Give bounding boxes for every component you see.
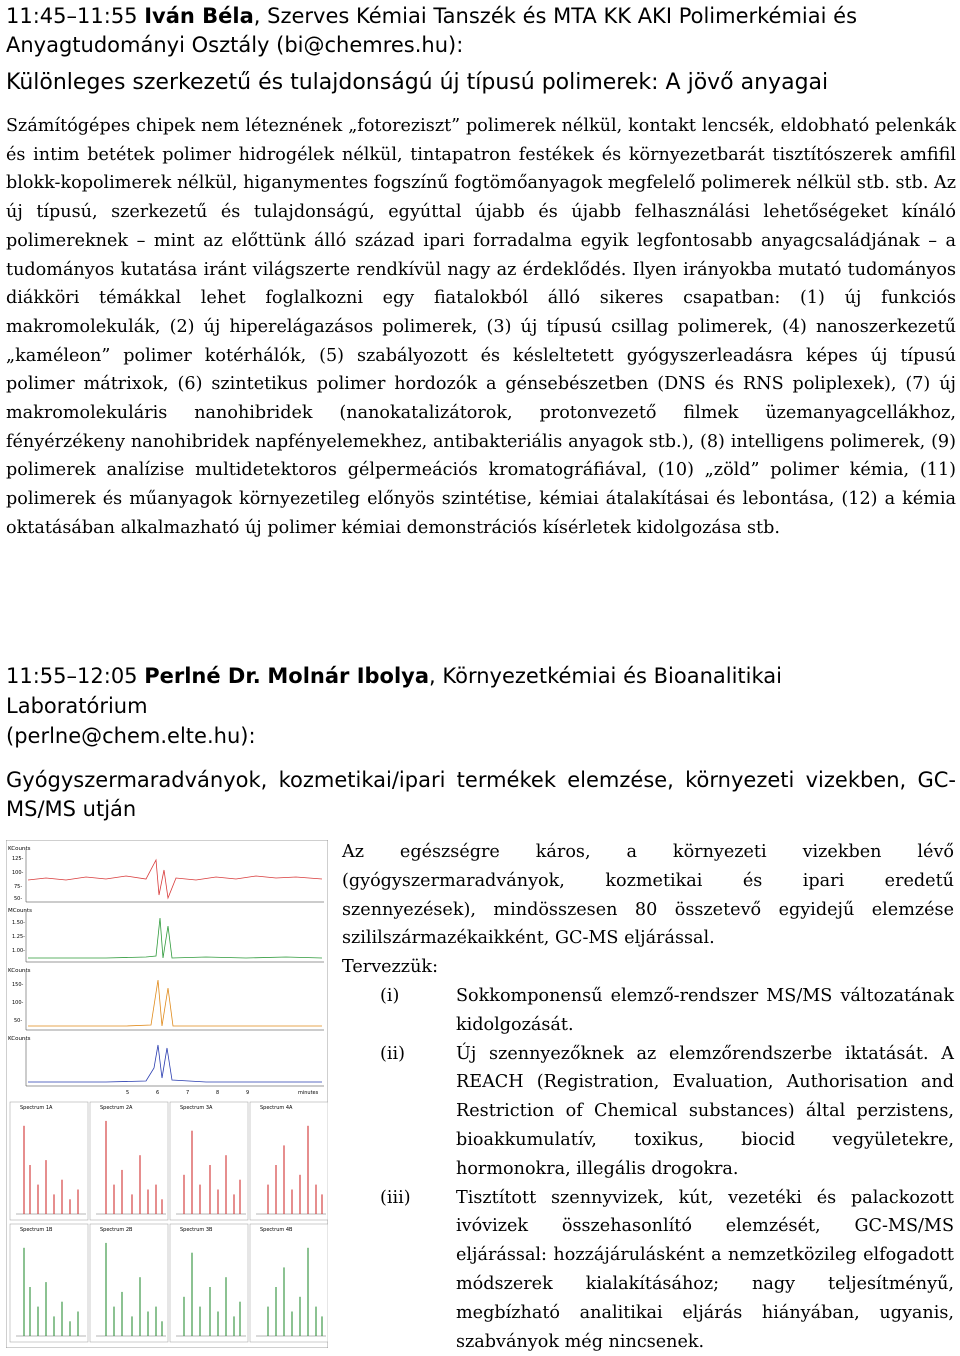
- section1-speaker: Iván Béla: [144, 4, 254, 28]
- section2-plan-label: Tervezzük:: [342, 957, 439, 978]
- svg-text:5: 5: [126, 1090, 130, 1096]
- spectrum-title: Spectrum 4A: [260, 1105, 293, 1111]
- gcms-figure: [6, 840, 328, 1348]
- section2-title: Gyógyszermaradványok, kozmetikai/ipari termékek elemzése, környezeti vizekben, GC-MS/MS utján: [6, 768, 956, 821]
- spectrum-title: Spectrum 2A: [100, 1105, 133, 1111]
- section2-affiliation: , Környezetkémiai és Bioanalitikai: [429, 664, 782, 688]
- x-axis-label: minutes: [298, 1090, 319, 1096]
- spectrum-title: Spectrum 1B: [20, 1227, 53, 1233]
- list-item-number: (iii): [380, 1187, 411, 1208]
- spectrum-frame: [10, 1224, 88, 1342]
- list-item-text: Új szennyezőknek az elemzőrendszerbe iktatását. A REACH (Registration, Evaluation, Authorisation and Restriction of Chemical substances) által perzistens, bioakkumulatív, toxikus, biocid vegyületekre, hormonokra, illegális drogokra.: [456, 1043, 954, 1179]
- svg-text:150-: 150-: [12, 982, 24, 988]
- chromatogram-label-4: KCounts: [8, 1036, 31, 1042]
- spectrum-title: Spectrum 4B: [260, 1227, 293, 1233]
- svg-text:125-: 125-: [12, 856, 24, 862]
- spectrum-panel: [10, 1102, 88, 1220]
- section2-header-line2: Laboratórium: [6, 694, 148, 718]
- list-item-number: (ii): [380, 1043, 405, 1064]
- spectrum-title: Spectrum 3A: [180, 1105, 213, 1111]
- section1-abstract: Számítógépes chipek nem léteznének „fotoreziszt” polimerek nélkül, kontakt lencsék, eldobható pelenkák és intim betétek polimer hidrogélek nélkül, tintapatron festékek és környezetbarát tisztítószerek amfifil blokk-kopolimerek nélkül, higanymentes fogszínű fogtömőanyagok megfelelő polimerek nélkül stb. stb. Az új típusú, szerkezetű és tulajdonságú, egyúttal újabb és újabb felhasználási lehetőségeket kínáló polimereknek – mint az előttünk álló század ipari forradalma egyik legfontosabb anyagcsaládjának – a tudományos kutatása iránt világszerte rendkívül nagy az érdeklődés. Ilyen irányokba mutató tudományos diákköri témákkal lehet foglalkozni egy fiatalokból álló sikeres csapatban: (1) új funkciós makromolekulák, (2) új hiperelágazásos polimerek, (3) új típusú csillag polimerek, (4) nanoszerkezetű „kaméleon” polimer kotérhálók, (5) szabályozott és késleltetett gyógyszerleadásra képes új típusú polimer mátrixok, (6) szintetikus polimer hordozók a génsebészetben (DNS és RNS poliplexek), (7) új makromolekuláris nanohibridek (nanokatalizátorok, protonvezető filmek üzemanyagcellákhoz, fényérzékeny nanohibridek napfényelemekhez, antibakteriális anyagok stb.), (8) intelligens polimerek, (9) polimerek analízise multidetektoros gélpermeációs kromatográfiával, (10) „zöld” polimer kémia, (11) polimerek és műanyagok környezetileg előnyös szintétise, kémiai átalakításai és lebontása, (12) a kémia oktatásában alkalmazható új polimer kémiai demonstrációs kísérletek kidolgozása stb.: [6, 116, 956, 538]
- section2-email: (perlne@chem.elte.hu):: [6, 724, 256, 748]
- spectrum-frame: [170, 1224, 248, 1342]
- svg-text:100-: 100-: [12, 870, 24, 876]
- svg-text:8: 8: [216, 1090, 220, 1096]
- section1-title: Különleges szerkezetű és tulajdonságú új típusú polimerek: A jövő anyagai: [6, 70, 829, 95]
- section2-intro: Az egészségre káros, a környezeti vizekben lévő (gyógyszermaradványok, kozmetikai és ipari eredetű szennyezések), mindösszesen 80 összetevő egyidejű elemzése szililszármazékaikként, GC-MS eljárással.: [342, 842, 954, 949]
- spectrum-title: Spectrum 2B: [100, 1227, 133, 1233]
- section2-speaker-part2: Molnár Ibolya: [267, 664, 430, 688]
- spectrum-panel: [170, 1102, 248, 1220]
- spectrum-panel: [250, 1224, 328, 1342]
- spectrum-frame: [170, 1102, 248, 1220]
- svg-text:7: 7: [186, 1090, 190, 1096]
- spectrum-frame: [10, 1102, 88, 1220]
- svg-text:50-: 50-: [14, 896, 23, 902]
- spectrum-title: Spectrum 1A: [20, 1105, 53, 1111]
- list-item-number: (i): [380, 985, 400, 1006]
- svg-text:9: 9: [246, 1090, 250, 1096]
- list-item: [342, 1184, 954, 1356]
- section1-affiliation: , Szerves Kémiai Tanszék és MTA KK AKI Polimerkémiai és: [253, 4, 858, 28]
- spectrum-panel: [250, 1102, 328, 1220]
- spectrum-panel: [170, 1224, 248, 1342]
- list-item-text: Sokkomponensű elemző-rendszer MS/MS változatának kidolgozását.: [456, 985, 954, 1035]
- list-item: [342, 1040, 954, 1184]
- spectrum-title: Spectrum 3B: [180, 1227, 213, 1233]
- svg-text:6: 6: [156, 1090, 160, 1096]
- spectrum-panel: [10, 1224, 88, 1342]
- list-item: [342, 982, 954, 1040]
- chromatogram-label-2: MCounts: [8, 908, 32, 914]
- svg-text:100-: 100-: [12, 1000, 24, 1006]
- svg-text:1.50-: 1.50-: [12, 920, 25, 926]
- svg-text:75-: 75-: [14, 884, 23, 890]
- chromatogram-label-3: KCounts: [8, 968, 31, 974]
- section2-time: 11:55–12:05: [6, 664, 138, 688]
- list-item-text: Tisztított szennyvizek, kút, vezetéki és palackozott ivóvizek összehasonlító elemzését, GC-MS/MS eljárással: hozzájárulásként a nemzetközileg elfogadott módszerek kialakításához; nagy teljesítményű, megbízható analitikai eljárás hiányában, ugyanis, szabványok még nincsenek.: [456, 1187, 954, 1352]
- svg-text:50-: 50-: [14, 1018, 23, 1024]
- spectrum-panel: [90, 1224, 168, 1342]
- section2-body: [342, 838, 954, 1356]
- section1-header-line1: [6, 2, 956, 30]
- chromatogram-label-1: KCounts: [8, 846, 31, 852]
- section1-time: 11:45–11:55: [6, 4, 138, 28]
- svg-text:1.00-: 1.00-: [12, 948, 25, 954]
- spectrum-panel: [90, 1102, 168, 1220]
- section2-speaker-part1: Perlné Dr.: [144, 664, 261, 688]
- section2-header-line1: [6, 662, 956, 691]
- svg-text:1.25-: 1.25-: [12, 934, 25, 940]
- section1-header-line2: Anyagtudományi Osztály (bi@chemres.hu):: [6, 33, 464, 57]
